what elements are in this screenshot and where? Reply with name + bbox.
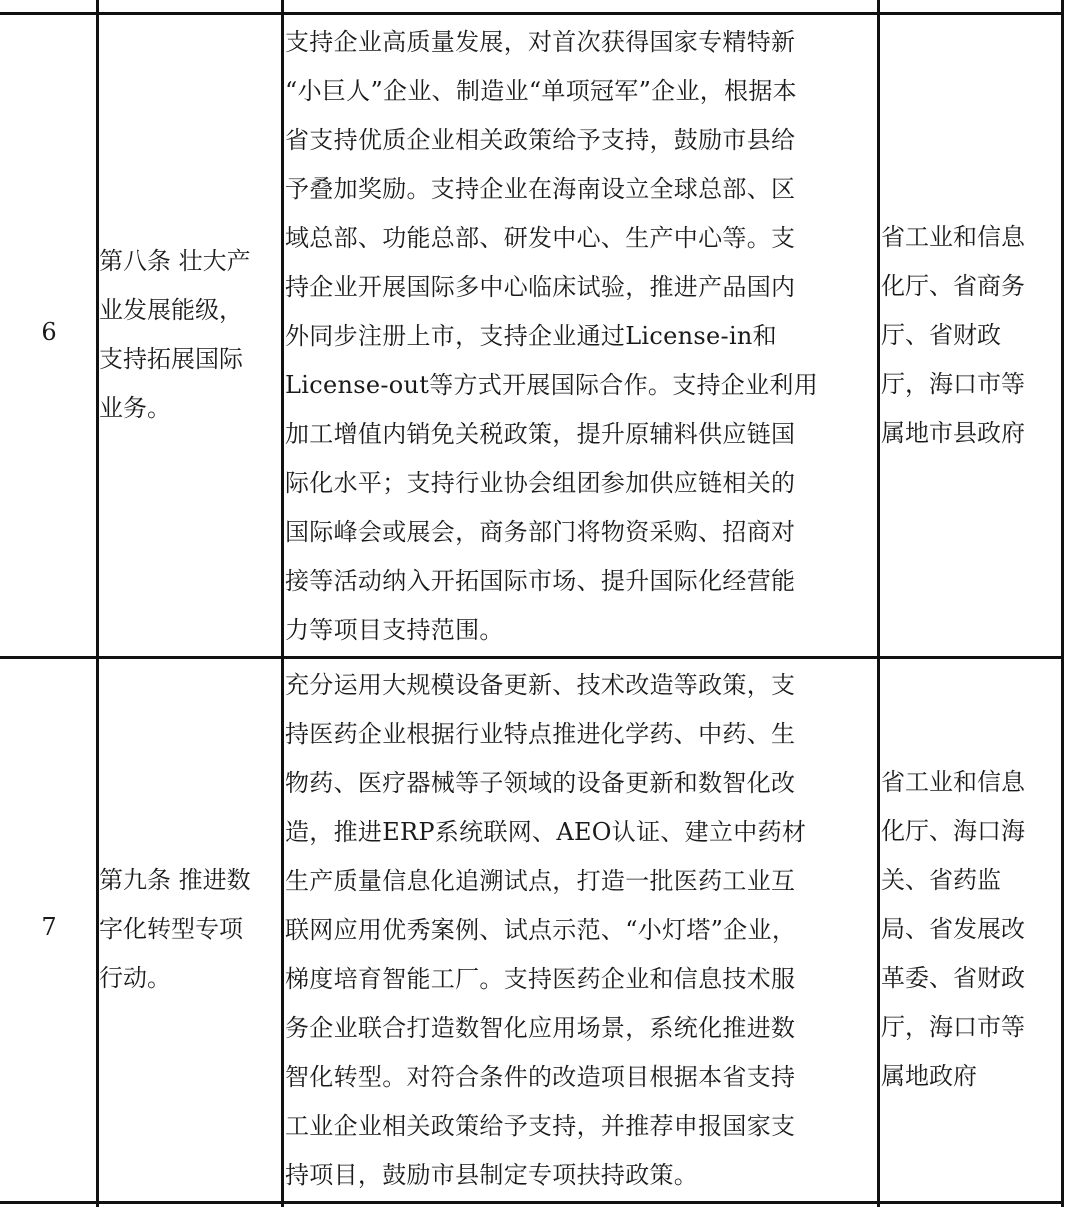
article-cell — [99, 856, 251, 1003]
row-number: 6 — [41, 318, 57, 346]
article-cell — [99, 237, 251, 433]
department-line: 厅，海口市等 — [881, 1013, 1025, 1041]
table-border-bottom — [0, 1201, 1064, 1204]
content-line: 力等项目支持范围。 — [285, 616, 504, 644]
department-line: 属地政府 — [881, 1062, 977, 1090]
department-cell — [881, 213, 1025, 458]
department-line: 革委、省财政 — [881, 964, 1025, 992]
article-line: 第八条 壮大产 — [99, 247, 251, 275]
article-line: 支持拓展国际 — [99, 345, 243, 373]
content-line: 国际峰会或展会，商务部门将物资采购、招商对 — [285, 518, 796, 546]
content-line: 持企业开展国际多中心临床试验，推进产品国内 — [285, 273, 796, 301]
content-line: 生产质量信息化追溯试点，打造一批医药工业互 — [285, 867, 796, 895]
content-line: 造，推进ERP系统联网、AEO认证、建立中药材 — [285, 818, 807, 846]
row-number: 7 — [41, 913, 57, 941]
content-line: “小巨人”企业、制造业“单项冠军”企业，根据本 — [285, 77, 797, 105]
content-line: 域总部、功能总部、研发中心、生产中心等。支 — [285, 224, 796, 252]
article-line: 字化转型专项 — [99, 915, 243, 943]
article-line: 行动。 — [99, 964, 171, 992]
department-line: 化厅、海口海 — [881, 817, 1025, 845]
department-line: 关、省药监 — [881, 866, 1001, 894]
content-line: 予叠加奖励。支持企业在海南设立全球总部、区 — [285, 175, 796, 203]
content-line: 支持企业高质量发展，对首次获得国家专精特新 — [285, 28, 796, 56]
column-divider-3 — [877, 0, 880, 1207]
content-line: 智化转型。对符合条件的改造项目根据本省支持 — [285, 1063, 796, 1091]
content-line: 际化水平；支持行业协会组团参加供应链相关的 — [285, 469, 796, 497]
department-line: 局、省发展改 — [881, 915, 1025, 943]
article-line: 业发展能级， — [99, 296, 243, 324]
table-border-top — [0, 12, 1064, 15]
department-line: 化厅、省商务 — [881, 272, 1025, 300]
article-line: 第九条 推进数 — [99, 866, 251, 894]
department-line: 厅、省财政 — [881, 321, 1001, 349]
content-line: 省支持优质企业相关政策给予支持，鼓励市县给 — [285, 126, 796, 154]
content-line: 接等活动纳入开拓国际市场、提升国际化经营能 — [285, 567, 796, 595]
article-line: 业务。 — [99, 394, 171, 422]
department-cell — [881, 758, 1025, 1101]
department-line: 省工业和信息 — [881, 768, 1025, 796]
table-border-right — [1061, 0, 1064, 1207]
content-cell — [285, 18, 818, 655]
content-line: License-out等方式开展国际合作。支持企业利用 — [285, 371, 818, 399]
content-line: 联网应用优秀案例、试点示范、“小灯塔”企业， — [285, 916, 797, 944]
row-divider — [0, 656, 1064, 659]
content-line: 持项目，鼓励市县制定专项扶持政策。 — [285, 1161, 699, 1189]
content-line: 加工增值内销免关税政策，提升原辅料供应链国 — [285, 420, 796, 448]
department-line: 厅，海口市等 — [881, 370, 1025, 398]
content-cell — [285, 661, 806, 1200]
content-line: 充分运用大规模设备更新、技术改造等政策，支 — [285, 671, 796, 699]
column-divider-2 — [281, 0, 284, 1207]
column-divider-1 — [96, 0, 99, 1207]
content-line: 工业企业相关政策给予支持，并推荐申报国家支 — [285, 1112, 796, 1140]
content-line: 务企业联合打造数智化应用场景，系统化推进数 — [285, 1014, 796, 1042]
department-line: 属地市县政府 — [881, 419, 1025, 447]
content-line: 梯度培育智能工厂。支持医药企业和信息技术服 — [285, 965, 796, 993]
content-line: 持医药企业根据行业特点推进化学药、中药、生 — [285, 720, 796, 748]
content-line: 物药、医疗器械等子领域的设备更新和数智化改 — [285, 769, 796, 797]
department-line: 省工业和信息 — [881, 223, 1025, 251]
content-line: 外同步注册上市，支持企业通过License-in和 — [285, 322, 777, 350]
